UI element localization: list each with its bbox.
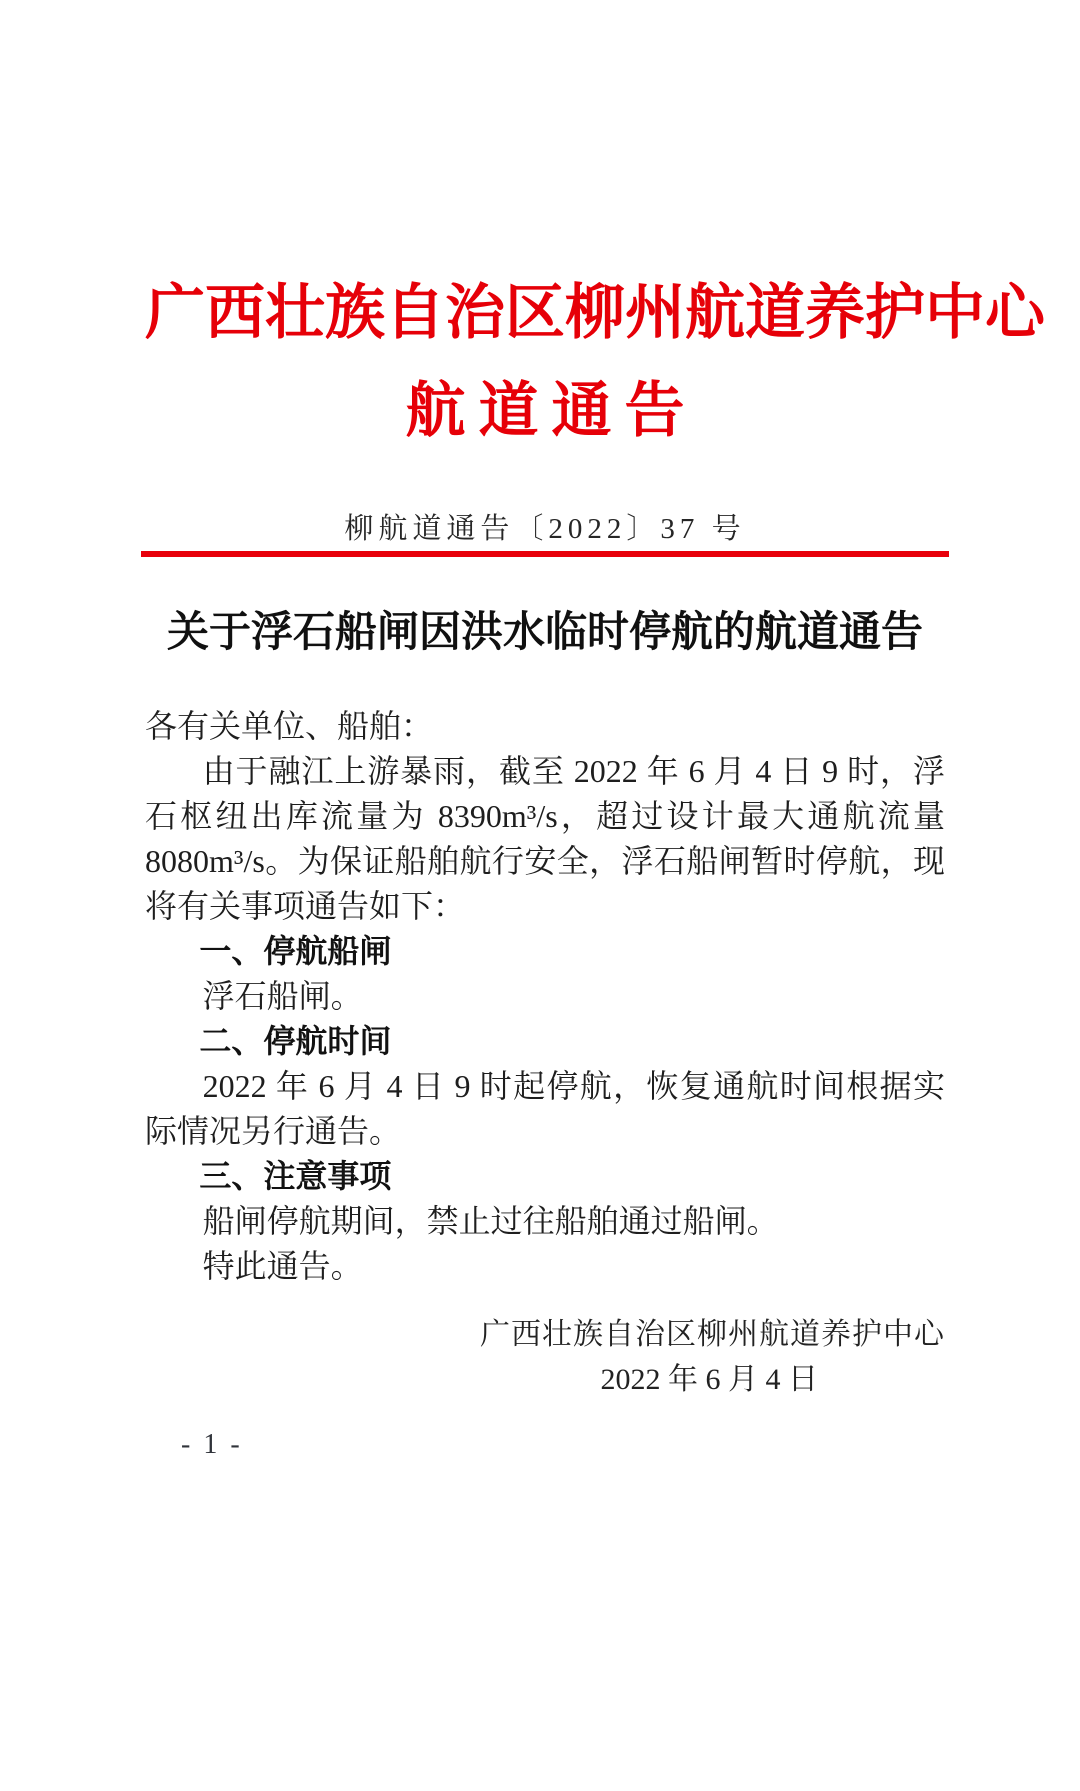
red-divider-rule [141, 551, 949, 557]
signature-org: 广西壮族自治区柳州航道养护中心 [480, 1318, 945, 1351]
section-2-heading: 二、停航时间 [199, 1023, 392, 1059]
section-1-body: 浮石船闸。 [202, 978, 363, 1014]
section-3-heading: 三、注意事项 [199, 1158, 392, 1194]
notice-text [145, 704, 945, 1289]
document-page [0, 264, 1080, 1460]
doc-number: 柳航道通告〔2022〕37 号 [344, 513, 746, 545]
org-title [145, 264, 1045, 460]
org-title-line1: 广西壮族自治区柳州航道养护中心 [145, 280, 1045, 346]
page-footer [145, 1430, 945, 1460]
intro-paragraph: 由于融江上游暴雨，截至 2022 年 6 月 4 日 9 时，浮石枢纽出库流量为 8390m³/s，超过设计最大通航流量 8080m³/s。为保证船舶航行安全，浮石船闸暂时停航，现将有关事项通告如下： [145, 753, 945, 924]
section-3-body: 船闸停航期间，禁止过往船舶通过船闸。 [202, 1203, 779, 1239]
notice-title: 关于浮石船闸因洪水临时停航的航道通告 [166, 610, 923, 656]
org-title-line2: 航道通告 [405, 378, 698, 444]
closing-statement: 特此通告。 [202, 1248, 363, 1284]
letterhead [145, 264, 1045, 557]
page-number: - 1 - [181, 1429, 243, 1460]
salutation: 各有关单位、船舶： [145, 708, 434, 744]
notice-body [145, 605, 945, 1402]
section-2-body: 2022 年 6 月 4 日 9 时起停航，恢复通航时间根据实际情况另行通告。 [145, 1068, 945, 1149]
signature-date: 2022 年 6 月 4 日 [600, 1363, 818, 1396]
section-1-heading: 一、停航船闸 [199, 933, 392, 969]
